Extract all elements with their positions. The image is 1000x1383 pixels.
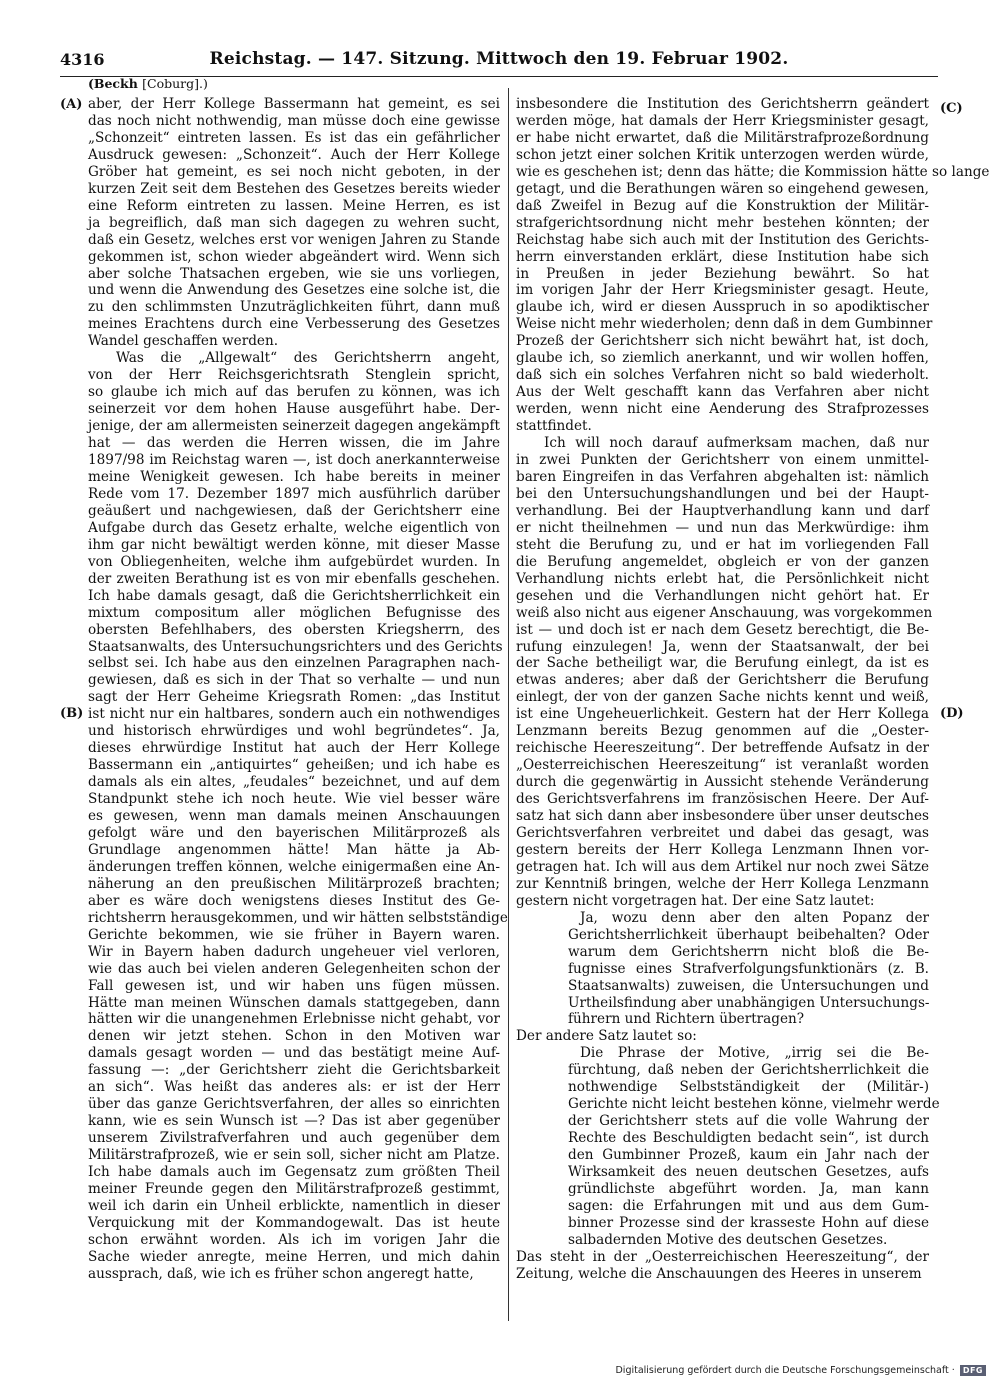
text-line: Fall gewesen ist, und wir haben uns fügen müssen.: [88, 977, 500, 994]
text-line: Reichstag habe sich auch mit der Institution des Gerichts-: [516, 231, 929, 248]
text-line: Wir in Bayern haben dadurch ungeheuer viel verloren,: [88, 943, 500, 960]
text-line: Gerichte nicht leicht bestehen könne, vielmehr werde: [568, 1096, 940, 1113]
text-line: eine Reform eintreten zu lassen. Meine Herren, es ist: [88, 197, 500, 214]
text-line: aber es wäre doch wenigstens dieses Institut des Ge-: [88, 892, 500, 909]
text-line: und historisch ehrwürdiges und wohl begründetes“. Ja,: [88, 723, 500, 740]
text-line: Die Phrase der Motive, „irrig sei die Be-: [580, 1045, 929, 1062]
text-line: baren Eingreifen in das Verfahren abgehalten ist: nämlich: [516, 468, 929, 485]
text-line: Rede vom 17. Dezember 1897 mich ausführlich darüber: [88, 485, 500, 502]
text-line: meine Wenigkeit gewesen. Ich habe bereits in meiner: [88, 468, 500, 485]
text-line: seinerzeit vor dem hohen Hause ausgeführt habe. Der-: [88, 401, 500, 418]
text-line: daß sich ein solches Verfahren nicht so bald wiederholt.: [516, 367, 929, 384]
text-line: salbadernden Motive des deutschen Gesetzes.: [568, 1231, 888, 1248]
text-line: steht die Berufung zu, und er hat im vorliegenden Fall: [516, 536, 929, 553]
text-line: damals gesagt worden — und das bestätigt meine Auf-: [88, 1045, 500, 1062]
text-line: warum dem Gerichtsherrn nicht bloß die Be-: [568, 943, 929, 960]
text-line: wie es geschehen ist; denn das hätte; die Kommission hätte so lange: [516, 163, 990, 180]
text-line: stattfindet.: [516, 418, 592, 435]
text-line: Rechte des Beschuldigten bedacht sein“, ist durch: [568, 1130, 929, 1147]
text-line: zur Kenntniß bringen, welche der Herr Kollega Lenzmann: [516, 875, 929, 892]
text-line: er habe nicht erwartet, daß die Militärstrafprozeßordnung: [516, 129, 929, 146]
text-line: Verquickung mit der Kommandogewalt. Das ist heute: [88, 1214, 500, 1231]
text-line: Prozeß der Gerichtsherr sich nicht bewährt hat, ist doch,: [516, 333, 929, 350]
text-line: Bassermann ein „antiquirtes“ geheißen; und ich habe es: [88, 757, 500, 774]
text-line: satz hat sich dann aber insbesondere über unser deutsches: [516, 808, 929, 825]
speaker-name: (Beckh: [88, 76, 138, 91]
text-line: denen wir jetzt stehen. Schon in den Motiven war: [88, 1028, 500, 1045]
text-line: gekommen ist, schon wieder abgeändert wird. Wenn sich: [88, 248, 500, 265]
text-line: gestern nicht vorgetragen hat. Der eine Satz lautet:: [516, 892, 875, 909]
column-divider: [508, 88, 509, 1321]
text-line: Aufgabe durch das Gesetz erhalte, welche eigentlich von: [88, 519, 500, 536]
text-line: daß ein Gesetz, welches erst vor wenigen Jahren zu Stande: [88, 231, 500, 248]
right-column: [516, 96, 990, 1283]
left-column: [88, 96, 508, 1283]
text-line: führern und Richtern übertragen?: [568, 1011, 805, 1028]
text-line: in Preußen in jeder Beziehung bewährt. So hat: [516, 265, 929, 282]
text-line: weil ich darin ein Unheil erblickte, namentlich in dieser: [88, 1197, 500, 1214]
text-line: der Gerichtsherr stets auf die volle Wahrung der: [568, 1113, 929, 1130]
text-line: weiß also nicht aus eigener Anschauung, was vorgekommen: [516, 604, 933, 621]
text-line: kann, wie es sein Wunsch ist —? Das ist aber gegenüber: [88, 1113, 500, 1130]
text-line: sagen: die Erfahrungen mit und aus dem Gum-: [568, 1197, 929, 1214]
margin-marker-a: (A): [60, 97, 83, 112]
text-line: daß Zweifel in Bezug auf die Konstruktion der Militär-: [516, 197, 929, 214]
text-line: den Gumbinner Prozeß, kaum ein Jahr nach der: [568, 1147, 929, 1164]
text-line: dieses ehrwürdige Institut hat auch der Herr Kollege: [88, 740, 500, 757]
text-line: damals als ein altes, „feudales“ bezeichnet, und auf dem: [88, 774, 500, 791]
text-line: nothwendige Selbstständigkeit der (Militär-): [568, 1079, 929, 1096]
text-line: Lenzmann bereits Bezug genommen auf die „Oester-: [516, 723, 929, 740]
text-line: und wenn die Anwendung des Gesetzes eine solche ist, die: [88, 282, 500, 299]
text-line: „Oesterreichischen Heereszeitung“ ist veranlaßt worden: [516, 757, 929, 774]
text-line: näherung an den preußischen Militärprozeß brachten;: [88, 875, 500, 892]
text-line: verhandlung. Bei der Hauptverhandlung kann und darf: [516, 502, 929, 519]
text-line: ist — und doch ist er nach dem Gesetz berechtigt, die Be-: [516, 621, 929, 638]
text-line: der zweiten Berathung ist es von mir ebenfalls geschehen.: [88, 570, 500, 587]
text-line: fugnisse eines Strafverfolgungsfunktionärs (z. B.: [568, 960, 929, 977]
text-line: Gerichtsverfahren verbreitet und dabei das gesagt, was: [516, 824, 929, 841]
text-line: ist nicht nur ein haltbares, sondern auch ein nothwendiges: [88, 706, 500, 723]
text-line: so glaube ich mich auf das berufen zu können, was ich: [88, 384, 500, 401]
footer-text: Digitalisierung gefördert durch die Deutsche Forschungsgemeinschaft ·: [615, 1365, 955, 1376]
text-line: gesehen und die Verhandlungen nicht gehört hat. Er: [516, 587, 929, 604]
text-line: reichische Heereszeitung“. Der betreffende Aufsatz in der: [516, 740, 929, 757]
text-line: getagt, und die Berathungen wären so eingehend gewesen,: [516, 180, 929, 197]
text-line: Ich habe damals gesagt, daß die Gerichtsherrlichkeit ein: [88, 587, 500, 604]
text-line: 1897/98 im Reichstag waren —, ist doch anerkannterweise: [88, 452, 500, 469]
text-line: aber solche Thatsachen ergeben, wie sie uns vorliegen,: [88, 265, 500, 282]
text-line: kurzen Zeit seit dem Bestehen des Gesetzes bereits wieder: [88, 180, 500, 197]
text-line: mixtum compositum aller möglichen Befugnisse des: [88, 604, 500, 621]
text-line: Verhandlung nichts erlebt hat, die Persönlichkeit nicht: [516, 570, 929, 587]
text-line: gründlichste abgeführt worden. Ja, man kann: [568, 1181, 929, 1197]
text-line: Standpunkt stehe ich noch heute. Wie viel besser wäre: [88, 791, 500, 808]
text-line: über das ganze Gerichtsverfahren, der alles so einrichten: [88, 1096, 500, 1113]
text-line: wie das auch bei vielen anderen Gelegenheiten schon der: [88, 960, 500, 977]
text-line: einlegt, der von der ganzen Sache nichts kennt und weiß,: [516, 689, 929, 706]
text-line: bei den Untersuchungshandlungen und bei der Haupt-: [516, 485, 929, 502]
text-line: Ausdruck gewesen: „Schonzeit“. Auch der Herr Kollege: [88, 146, 500, 163]
text-line: der Sache betheiligt war, die Berufung einlegt, da ist es: [516, 655, 929, 672]
text-line: meines Erachtens durch eine Verbesserung des Gesetzes: [88, 316, 500, 333]
page-header: [60, 46, 938, 77]
text-line: Gerichtsherrlichkeit überhaupt beibehalten? Oder: [568, 926, 929, 943]
text-line: Staatsanwalts) zuweisen, die Untersuchungen und: [568, 977, 929, 994]
text-line: Was die „Allgewalt“ des Gerichtsherrn angeht,: [116, 350, 500, 367]
margin-marker-c: (C): [940, 101, 963, 116]
text-line: gestern bereits der Herr Kollega Lenzmann Ihnen vor-: [516, 841, 929, 858]
text-line: jenige, der am allermeisten seinerzeit dagegen angekämpft: [88, 418, 500, 435]
margin-marker-b: (B): [60, 706, 84, 721]
dfg-logo: DFG: [960, 1365, 986, 1376]
text-line: aussprach, daß, wie ich es früher schon angeregt hatte,: [88, 1265, 474, 1282]
speaker-place: [Coburg].): [142, 76, 208, 91]
text-line: sagt der Herr Geheime Kriegsrath Romen: „das Institut: [88, 689, 500, 706]
text-line: herrn einverstanden erklärt, diese Institution habe sich: [516, 248, 929, 265]
text-line: Ich habe damals auch im Gegensatz zum größten Theil: [88, 1164, 500, 1181]
text-line: gewiesen, daß es sich in der That so verhalte — und nun: [88, 672, 500, 689]
text-line: von Obliegenheiten, welche ihm aufgebürdet wurden. In: [88, 553, 500, 570]
text-line: binner Prozesse sind der krasseste Hohn auf diese: [568, 1214, 929, 1231]
text-line: Hätte man meinen Wünschen damals stattgegeben, dann: [88, 994, 500, 1011]
text-line: Weise nicht mehr wiederholen; denn daß in dem Gumbinner: [516, 316, 933, 333]
text-line: durch die gegenwärtig in Aussicht stehende Veränderung: [516, 774, 929, 791]
text-line: änderungen treffen können, welche einigermaßen eine An-: [88, 858, 500, 875]
text-line: zu den schlimmsten Unzuträglichkeiten führt, dann muß: [88, 299, 500, 316]
text-line: Wandel geschaffen werden.: [88, 333, 279, 350]
text-line: Grundlage angenommen hätte! Man hätte ja Ab-: [88, 841, 500, 858]
text-line: fürchtung, daß neben der Gerichtsherrlichkeit die: [568, 1062, 929, 1079]
text-line: Militärstrafprozeß, wie er sein soll, sicher nicht am Platze.: [88, 1147, 500, 1164]
text-line: Aus der Welt geschafft kann das Verfahren aber nicht: [516, 384, 929, 401]
text-line: ist eine Ungeheuerlichkeit. Gestern hat der Herr Kollega: [516, 706, 929, 723]
text-line: strafgerichtsordnung nicht mehr bestehen könnten; der: [516, 214, 929, 231]
text-line: die Berufung angemeldet, obgleich er von der ganzen: [516, 553, 929, 570]
text-line: getragen hat. Ich will aus dem Artikel nur noch zwei Sätze: [516, 858, 929, 875]
footer-credit: [615, 1365, 986, 1376]
text-line: Sache wieder anregte, meine Herren, und mich dahin: [88, 1248, 500, 1265]
text-line: geäußert und nachgewiesen, daß der Gerichtsherr eine: [88, 502, 500, 519]
text-line: werden möge, hat damals der Herr Kriegsminister gesagt,: [516, 112, 929, 129]
text-line: aber, der Herr Kollege Bassermann hat gemeint, es sei: [88, 96, 500, 112]
text-line: ja begreiflich, daß man sich dagegen zu wehren sucht,: [88, 214, 500, 231]
text-line: an sich“. Was heißt das anderes als: er ist der Herr: [88, 1079, 500, 1096]
text-line: Urtheilsfindung aber unabhängigen Untersuchungs-: [568, 994, 930, 1011]
text-line: im vorigen Jahr der Herr Kriegsminister gesagt. Heute,: [516, 282, 929, 299]
running-title: Reichstag. — 147. Sitzung. Mittwoch den 19. Februar 1902.: [209, 49, 789, 69]
text-line: etwas anderes; aber daß der Gerichtsherr die Berufung: [516, 672, 929, 689]
text-line: Zeitung, welche die Anschauungen des Heeres in unserem: [516, 1265, 922, 1282]
text-line: von der Herr Reichsgerichtsrath Stenglein spricht,: [88, 367, 500, 384]
text-line: glaube ich, so ziemlich anerkannt, und wir wollen hoffen,: [516, 350, 929, 367]
text-line: meiner Freunde gegen den Militärstrafprozeß gestimmt,: [88, 1181, 500, 1197]
text-line: fassung —: „der Gerichtsherr zieht die Gerichtsbarkeit: [88, 1062, 500, 1079]
text-line: hätten wir die unangenehmen Erlebnisse nicht gehabt, vor: [88, 1011, 500, 1028]
text-line: Der andere Satz lautet so:: [516, 1028, 697, 1045]
text-line: Das steht in der „Oesterreichischen Heereszeitung“, der: [516, 1248, 929, 1265]
text-line: Wirksamkeit des neuen deutschen Gesetzes, aufs: [568, 1164, 929, 1181]
text-line: richtsherrn herausgekommen, und wir hätten selbstständige: [88, 909, 508, 926]
text-line: schon erwähnt worden. Als ich im vorigen Jahr die: [88, 1231, 500, 1248]
text-line: selbst sei. Ich habe aus den einzelnen Paragraphen nach-: [88, 655, 500, 672]
text-line: er nicht theilnehmen — und nun das Merkwürdige: ihm: [516, 519, 929, 536]
text-line: rufung einzulegen! Ja, wenn der Staatsanwalt, der bei: [516, 638, 929, 655]
text-line: Gerichte bekommen, wie sie früher in Bayern waren.: [88, 926, 500, 943]
text-line: Gröber hat gemeint, es sei noch nicht geboten, in der: [88, 163, 500, 180]
text-line: unserem Zivilstrafverfahren und auch gegenüber dem: [88, 1130, 500, 1147]
text-line: glaube ich, wird er diesen Ausspruch in so apodiktischer: [516, 299, 929, 316]
text-line: „Schonzeit“ eintreten lassen. Es ist das ein gefährlicher: [88, 129, 500, 146]
text-line: Staatsanwalts, des Untersuchungsrichters und des Gerichts: [88, 638, 503, 655]
text-line: werden, wenn nicht eine Aenderung des Strafprozesses: [516, 401, 929, 418]
text-line: gefolgt wäre und den bayerischen Militärprozeß als: [88, 824, 500, 841]
text-line: obersten Befehlhabers, des obersten Kriegsherrn, des: [88, 621, 500, 638]
text-line: es gewesen, wenn man damals meinen Anschauungen: [88, 808, 500, 825]
text-line: Ja, wozu denn aber den alten Popanz der: [580, 909, 929, 926]
speaker-tag: [88, 76, 208, 91]
text-line: des Gerichtsverfahrens im französischen Heere. Der Auf-: [516, 791, 929, 808]
text-line: das noch nicht nothwendig, man müsse doch eine gewisse: [88, 112, 500, 129]
text-line: ihm gar nicht bewältigt werden könne, mit dieser Masse: [88, 536, 500, 553]
text-line: insbesondere die Institution des Gerichtsherrn geändert: [516, 96, 929, 112]
margin-marker-d: (D): [940, 706, 964, 721]
text-line: Ich will noch darauf aufmerksam machen, daß nur: [544, 435, 929, 452]
text-line: schon jetzt einer solchen Kritik unterzogen werden würde,: [516, 146, 929, 163]
text-line: in zwei Punkten der Gerichtsherr von einem unmittel-: [516, 452, 929, 469]
text-line: hat — das werden die Herren wissen, die im Jahre: [88, 435, 500, 452]
page-number: 4316: [60, 50, 105, 69]
